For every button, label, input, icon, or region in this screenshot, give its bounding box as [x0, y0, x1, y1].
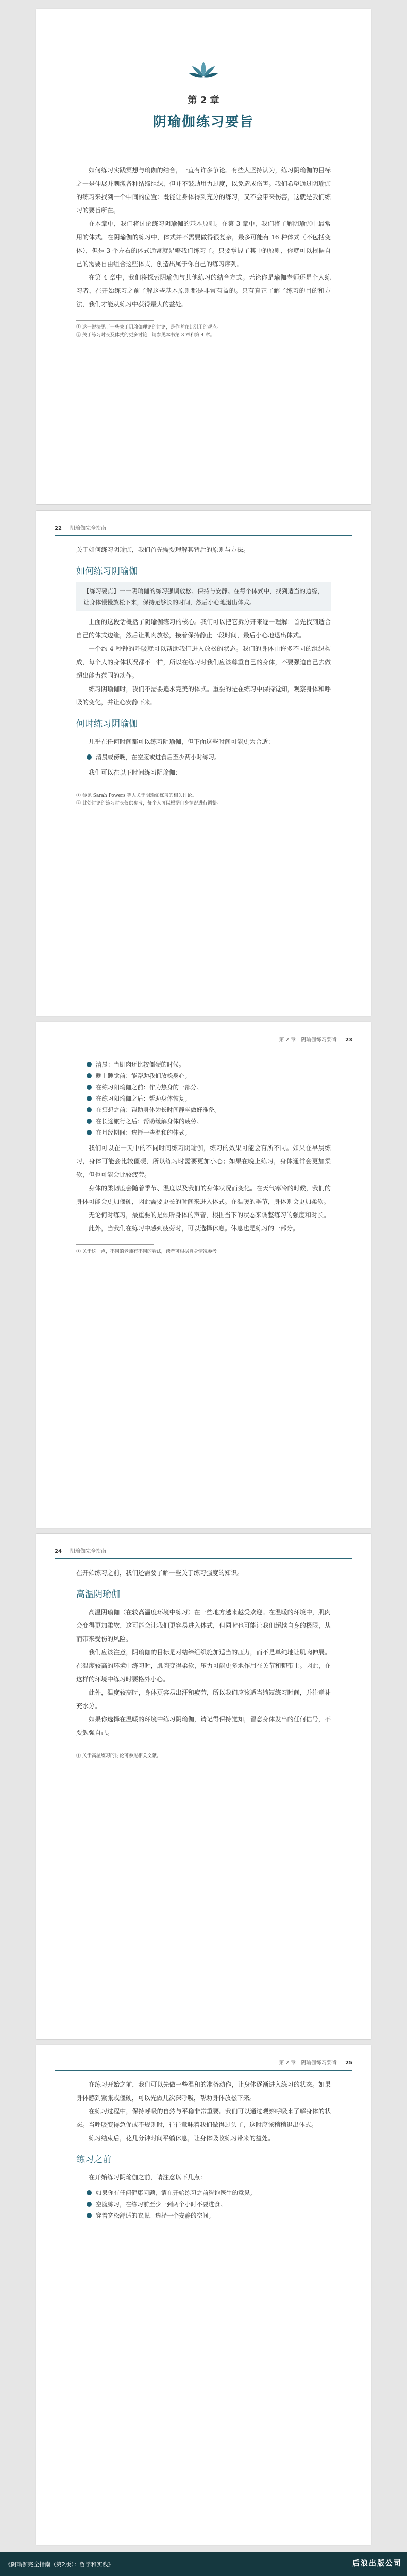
- section-heading: 如何练习阴瑜伽: [76, 566, 138, 577]
- footnote: ① 参见 Sarah Powers 等人关于阴瑜伽练习的相关讨论。: [76, 793, 197, 798]
- paragraph: 几乎在任何时间都可以练习阴瑜伽，但下面这些时间可能更为合适：: [89, 738, 275, 745]
- list-item: 空腹练习，在练习前至少一到两个小时不要进食。: [86, 2198, 331, 2210]
- chapter-body: [36, 163, 371, 339]
- list-item: 在冥想之前：帮助身体为长时间静坐做好准备。: [86, 1104, 331, 1115]
- section-heading: 高温阴瑜伽: [76, 1589, 120, 1600]
- page-body: [36, 1059, 371, 1256]
- footnote-divider: [76, 1244, 154, 1245]
- paragraph: 关于如何练习阴瑜伽，我们首先需要理解其背后的原则与方法。: [76, 546, 250, 553]
- paragraph: 练习结束后，花几分钟时间平躺休息，让身体吸收练习带来的益处。: [89, 2135, 275, 2142]
- section-heading: 练习之前: [76, 2155, 111, 2165]
- paragraph: 高温阴瑜伽（在较高温度环境中练习）在一些地方越来越受欢迎。在温暖的环境中，肌肉会变得更加柔软，这可能会让我们更容易进入体式，但同时也可能让我们超越自身的极限，从而带来受伤的风险。: [76, 1609, 331, 1643]
- running-header: [55, 2045, 352, 2071]
- paragraph: 在开始练习之前，我们还需要了解一些关于练习强度的知识。: [76, 1569, 244, 1577]
- list-item: 在长途旅行之后：帮助缓解身体的疲劳。: [86, 1115, 331, 1127]
- page-25: [36, 2045, 371, 2545]
- paragraph: 一个约 4 秒钟的呼吸就可以帮助我们进入放松的状态。我们的身体由许多不同的组织构成，每个人的身体状况都不一样，所以在练习时我们应该尊重自己的身体，不要强迫自己去做超出能力范围的动作。: [76, 645, 331, 679]
- paragraph: 此外，温度较高时，身体更容易出汗和疲劳，所以我们应该适当缩短练习时间，并注意补充水分。: [76, 1689, 331, 1710]
- footer-bar: [0, 2552, 407, 2576]
- running-header: [55, 1534, 352, 1559]
- paragraph: 如何练习实践冥想与瑜伽的结合，一直有许多争论。有些人坚持认为，练习阴瑜伽的目标之一是伸展并刺激各种结缔组织，但并不鼓励用力过度，以免造成伤害。我们希望通过阴瑜伽的练习来找到一个中间的位置：既能让身体得到充分的练习，又不会带来伤害，这就是我们练习的要旨所在。: [76, 167, 331, 214]
- book-title: 《阴瑜伽完全指南（第2版）：哲学和实践》: [5, 2561, 114, 2568]
- list-item: 晚上睡觉前：能帮助我们放松身心。: [86, 1070, 331, 1081]
- paragraph: 无论何时练习，最重要的是倾听身体的声音，根据当下的状态来调整练习的强度和时长。: [89, 1211, 330, 1219]
- header-title: 第 2 章 阴瑜伽练习要旨: [279, 2060, 337, 2066]
- paragraph: 在练习过程中，保持呼吸的自然与平稳非常重要。我们可以通过观察呼吸来了解身体的状态。当呼吸变得急促或不规则时，往往意味着我们做得过头了，这时应该稍稍退出体式。: [76, 2108, 331, 2128]
- list-item: 在练习阳瑜伽之后：帮助身体恢复。: [86, 1093, 331, 1104]
- list-item: 在练习阳瑜伽之前：作为热身的一部分。: [86, 1081, 331, 1093]
- page-number: 24: [55, 1549, 62, 1554]
- paragraph: 我们可以在以下时间练习阴瑜伽：: [89, 769, 182, 776]
- publisher-name: 后浪出版公司: [352, 2559, 402, 2568]
- footnote: ① 这一说法见于一些关于阴瑜伽理论的讨论，是作者在此引用的观点。: [76, 325, 222, 330]
- list-item: 清晨或傍晚，在空腹或进食后至少两小时练习。: [86, 751, 331, 763]
- page-22: [36, 511, 371, 1016]
- page-number: 25: [345, 2060, 352, 2066]
- bullet-list: [76, 2187, 331, 2221]
- header-title: 阴瑜伽完全指南: [70, 526, 106, 531]
- running-header: [55, 511, 352, 536]
- bullet-list: [76, 751, 331, 763]
- footnote: ② 此处讨论的练习时长仅供参考，每个人可以根据自身情况进行调整。: [76, 801, 222, 806]
- page-body: [36, 1566, 371, 1760]
- page-body: [36, 2078, 371, 2221]
- page-24: [36, 1534, 371, 2039]
- footnote: ① 关于高温练习的讨论可参见相关文献。: [76, 1753, 161, 1759]
- footnote: ② 关于练习时长及体式的更多讨论，请参见本书第 3 章和第 4 章。: [76, 333, 215, 338]
- footnote: ① 关于这一点，不同的老师有不同的看法，读者可根据自身情况参考。: [76, 1249, 222, 1254]
- page-body: [36, 543, 371, 808]
- paragraph: 身体的柔韧度会随着季节、温度以及我们的身体状况而变化。在天气寒冷的时候，我们的身体可能会更加僵硬，因此需要更长的时间来进入体式。在温暖的季节，身体则会更加柔软。: [76, 1185, 331, 1205]
- header-title: 第 2 章 阴瑜伽练习要旨: [279, 1037, 337, 1043]
- list-item: 穿着宽松舒适的衣服，选择一个安静的空间。: [86, 2210, 331, 2221]
- page-number: 23: [345, 1037, 352, 1043]
- bullet-list: [76, 1059, 331, 1138]
- footnote-divider: [76, 320, 154, 321]
- page-number: 22: [55, 526, 62, 531]
- page-23: [36, 1022, 371, 1528]
- paragraph: 我们应该注意，阴瑜伽的目标是对结缔组织施加适当的压力，而不是单纯地让肌肉伸展。在温度较高的环境中练习时，肌肉变得柔软，压力可能更多地作用在关节和韧带上。因此，在这样的环境中练习时要格外小心。: [76, 1649, 331, 1683]
- running-header: [55, 1022, 352, 1047]
- list-item: 如果你有任何健康问题，请在开始练习之前咨询医生的意见。: [86, 2187, 331, 2198]
- paragraph: 在练习开始之前，我们可以先做一些温和的准备动作，让身体逐渐进入练习的状态。如果身体感到紧张或僵硬，可以先做几次深呼吸，帮助身体放松下来。: [76, 2081, 331, 2102]
- paragraph: 在第 4 章中，我们将探索阴瑜伽与其他练习的结合方式。无论你是瑜伽老师还是个人练习者，在开始练习之前了解这些基本原则都是非常有益的。只有真正了解了练习的目的和方法，我们才能从练习中获得最大的益处。: [76, 274, 331, 308]
- paragraph: 在开始练习阴瑜伽之前，请注意以下几点：: [89, 2174, 207, 2181]
- paragraph: 此外，当我们在练习中感到疲劳时，可以选择休息。休息也是练习的一部分。: [89, 1225, 299, 1232]
- list-item: 清晨：当肌肉还比较僵硬的时候。: [86, 1059, 331, 1070]
- chapter-title: 阴瑜伽练习要旨: [152, 114, 254, 130]
- paragraph: 上面的这段话概括了阴瑜伽练习的核心。我们可以把它拆分开来逐一理解：首先找到适合自己的体式边缘，然后让肌肉放松，接着保持静止一段时间，最后小心地退出体式。: [76, 618, 331, 639]
- practice-tip-box: 【练习要点】一一阴瑜伽的练习强调放松、保持与安静。在每个体式中，找到适当的边缘，让身体慢慢放松下来，保持足够长的时间，然后小心地退出体式。: [76, 582, 331, 611]
- header-title: 阴瑜伽完全指南: [70, 1549, 106, 1554]
- list-item: 在月经期间：选择一些温和的体式。: [86, 1127, 331, 1138]
- chapter-number: 第 2 章: [188, 95, 219, 106]
- paragraph: 在本章中，我们将讨论练习阴瑜伽的基本原则。在第 3 章中，我们将了解阴瑜伽中最常用的体式。在阴瑜伽的练习中，体式并不需要做得很复杂，最多可能有 16 种体式（不包括变体），但是 3 个左右的体式通常就足够我们练习了。只要掌握了其中的原则，你就可以根据自己的需要自由组合这些体式，创造出属于你自己的练习序列。: [76, 220, 331, 268]
- page-chapter-opener: [36, 9, 371, 504]
- paragraph: 如果你选择在温暖的环境中练习阴瑜伽，请记得保持觉知，留意身体发出的任何信号，不要勉强自己。: [76, 1716, 331, 1736]
- lotus-icon: [188, 61, 219, 79]
- paragraph: 练习阴瑜伽时，我们不需要追求完美的体式。重要的是在练习中保持觉知，观察身体和呼吸的变化，并让心安静下来。: [76, 685, 331, 706]
- section-heading: 何时练习阴瑜伽: [76, 719, 138, 729]
- paragraph: 我们可以在一天中的不同时间练习阴瑜伽，练习的效果可能会有所不同。如果在早晨练习，身体可能会比较僵硬，所以练习时需要更加小心；如果在晚上练习，身体通常会更加柔软，但也可能会比较疲劳。: [76, 1144, 331, 1178]
